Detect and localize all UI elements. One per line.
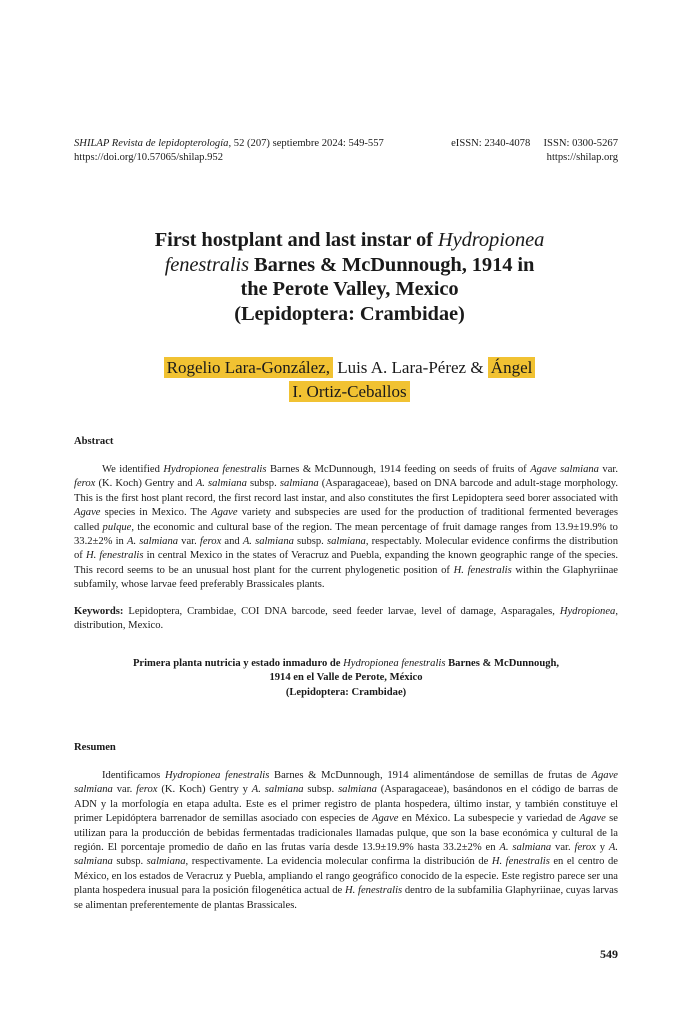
article-title: First hostplant and last instar of Hydropionea fenestralis Barnes & McDunnough, 1914 in the Perote Valley, Mexico (Lepidoptera: Crambidae) — [154, 229, 545, 325]
page-number: 549 — [600, 947, 618, 961]
author-highlight-1[interactable]: Rogelio Lara-González, — [164, 357, 333, 378]
doi-link[interactable]: https://doi.org/10.57065/shilap.952 — [74, 152, 224, 163]
author-highlight-3b[interactable]: I. Ortiz-Ceballos — [289, 381, 409, 402]
issn-group — [451, 137, 618, 150]
author-highlight-3a[interactable]: Ángel — [488, 357, 536, 378]
eissn: eISSN: 2340-4078 — [451, 138, 531, 149]
author-list: Rogelio Lara-González, Luis A. Lara-Pérez & Ángel I. Ortiz-Ceballos — [74, 356, 625, 404]
issn: ISSN: 0300-5267 — [543, 138, 618, 149]
journal-citation: SHILAP Revista de lepidopterología, 52 (207) septiembre 2024: 549-557 — [74, 138, 384, 149]
abstract-heading: Abstract — [74, 436, 114, 447]
abstract-body: We identified Hydropionea fenestralis Barnes & McDunnough, 1914 feeding on seeds of fruits of Agave salmiana var. ferox (K. Koch) Gentry and A. salmiana subsp. salmiana (Asparagaceae), based on DNA barcode and adult-stage morphology. This is the first host plant record, the first record last instar, and also constitutes the first Lepidoptera seed borer associated with Agave species in Mexico. The Agave variety and subspecies are used for the production of traditional fermented beverages called pulque, the economic and cultural base of the region. The mean percentage of fruit damage ranges from 13.9±19.9% to 33.2±2% in A. salmiana var. ferox and A. salmiana subsp. salmiana, respectably. Molecular evidence confirms the distribution of H. fenestralis in central Mexico in the states of Veracruz and Puebla, expanding the known geographic range of the species. This record seems to be an unusual host plant for the current phylogenetic position of H. fenestralis within the Glaphyriinae subfamily, whose larvae feed preferably Brassicales plants. — [74, 464, 619, 591]
resumen-heading: Resumen — [74, 742, 116, 753]
keywords: Keywords: Lepidoptera, Crambidae, COI DNA barcode, seed feeder larvae, level of damage, Asparagales, Hydropionea, distribution, Mexico. — [74, 606, 618, 632]
journal-site-link[interactable]: https://shilap.org — [546, 152, 618, 163]
running-header-links — [74, 151, 618, 164]
running-header — [74, 137, 618, 150]
spanish-title: Primera planta nutricia y estado inmaduro de Hydropionea fenestralis Barnes & McDunnough, 1914 en el Valle de Perote, México (Lepidoptera: Crambidae) — [132, 658, 560, 698]
resumen-body: Identificamos Hydropionea fenestralis Barnes & McDunnough, 1914 alimentándose de semillas de frutas de Agave salmiana var. ferox (K. Koch) Gentry y A. salmiana subsp. salmiana (Asparagaceae), basándonos en el código de barras de ADN y la morfología en etapa adulta. Este es el primer registro de planta hospedera, último instar, y también constituye el primer Lepidóptera barrenador de semillas asociado con especies de Agave en México. La subespecie y variedad de Agave se utilizan para la producción de bebidas fermentadas tradicionales llamadas pulque, que son la base económica y cultural de la región. El porcentaje promedio de daño en las frutas varía desde 13.9±19.9% hasta 33.2±2% en A. salmiana var. ferox y A. salmiana subsp. salmiana, respectivamente. La evidencia molecular confirma la distribución de H. fenestralis en el centro de México, en los estados de Veracruz y Puebla, ampliando el rango geográfico conocido de la especie. Este registro parece ser una planta hospedera inusual para la posición filogenética actual de H. fenestralis dentro de la subfamilia Glaphyriinae, cuyas larvas se alimentan preferentemente de plantas Brassicales. — [74, 770, 619, 911]
